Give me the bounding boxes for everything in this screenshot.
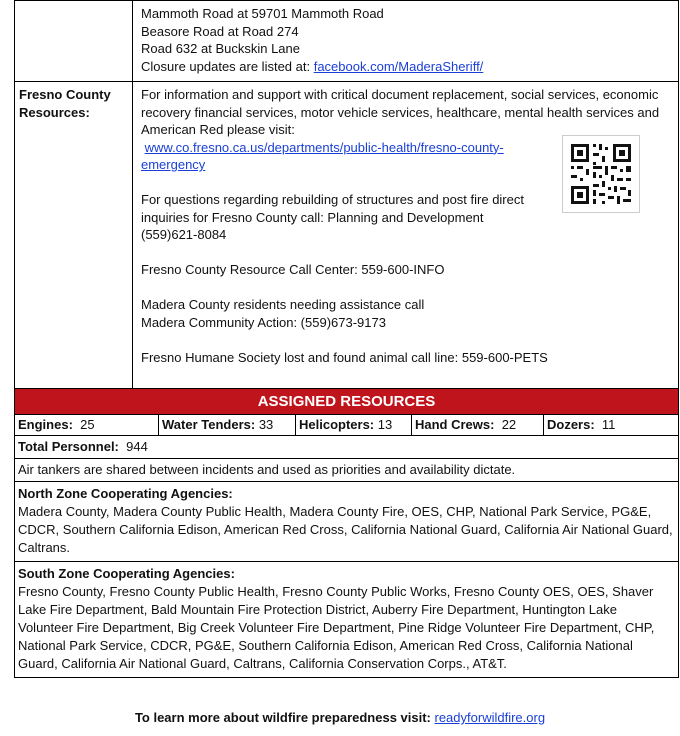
water-tenders-value: 33 — [258, 417, 274, 432]
north-zone-list: Madera County, Madera County Public Health, Madera County Fire, OES, CHP, National Park Service, PG&E, CDCR, Southern California Edison, American Red Cross, California National Guard, California Air National Guard, Caltrans. — [18, 504, 673, 555]
engines-cell — [15, 415, 159, 435]
fresno-emergency-link[interactable]: www.co.fresno.ca.us/departments/public-health/fresno-county- — [144, 139, 504, 155]
helicopters-label: Helicopters: — [299, 417, 375, 432]
total-personnel-value: 944 — [126, 439, 148, 454]
footer-prefix: To learn more about wildfire preparedness visit: — [134, 710, 435, 725]
fresno-emergency-link-cont[interactable]: emergency — [141, 157, 206, 172]
readyforwildfire-link[interactable]: readyforwildfire.org — [434, 710, 546, 725]
north-zone-title: North Zone Cooperating Agencies: — [18, 486, 233, 501]
hand-crews-value: 22 — [501, 417, 517, 432]
closure-updates-prefix: Closure updates are listed at: — [141, 58, 314, 74]
assigned-resources-header: ASSIGNED RESOURCES — [15, 389, 678, 415]
engines-label: Engines: — [18, 417, 73, 432]
helicopters-value: 13 — [377, 417, 393, 432]
dozers-value: 11 — [601, 417, 616, 432]
south-zone-title: South Zone Cooperating Agencies: — [18, 566, 235, 581]
call-center-line: Fresno County Resource Call Center: 559-600-INFO — [141, 262, 445, 277]
madera-sheriff-link[interactable]: facebook.com/MaderaSheriff/ — [313, 58, 484, 74]
north-zone-agencies — [15, 482, 678, 562]
qr-code-graphic — [563, 136, 639, 212]
footer-note — [0, 710, 680, 725]
closure-line-3: Road 632 at Buckskin Lane — [141, 41, 300, 56]
hand-crews-cell — [412, 415, 544, 435]
madera-assist-line-1: Madera County residents needing assistance call — [141, 297, 425, 312]
rebuild-line-2: inquiries for Fresno County call: Planning and Development — [141, 209, 484, 225]
road-closures-row — [15, 0, 678, 82]
fresno-resources-row — [15, 82, 678, 389]
water-tenders-label: Water Tenders: — [162, 417, 256, 432]
incident-info-table — [14, 0, 679, 678]
hand-crews-label: Hand Crews: — [415, 417, 495, 432]
rebuild-line-1: For questions regarding rebuilding of structures and post fire direct — [141, 192, 524, 207]
closure-updates — [141, 58, 674, 76]
fresno-resources-cell — [133, 82, 678, 388]
info-table-body — [14, 0, 679, 678]
south-zone-agencies — [15, 562, 678, 677]
info-text: For information and support with critical document replacement, social services, economic recovery financial services, motor vehicle services, healthcare, mental health services and American Red please visit: — [141, 87, 660, 137]
road-closures-cell — [133, 1, 678, 81]
dozers-label: Dozers: — [547, 417, 595, 432]
humane-society-line: Fresno Humane Society lost and found animal call line: 559-600-PETS — [141, 349, 548, 365]
south-zone-list: Fresno County, Fresno County Public Health, Fresno County Public Works, Fresno County OES, OES, Shaver Lake Fire Department, Bald Mountain Fire Protection District, Auberry Fire Department, Huntington Lake Volunteer Fire Department, Big Creek Volunteer Fire Department, Pine Ridge Volunteer Fire Department, CHP, National Park Service, CDCR, PG&E, Southern California Edison, American Red Cross, California National Guard, California Air National Guard, Caltrans, California Conservation Corps., AT&T. — [18, 584, 655, 671]
dozers-cell — [544, 415, 678, 435]
road-closures-label-cell — [15, 1, 133, 81]
water-tenders-cell — [159, 415, 296, 435]
total-personnel-row — [15, 436, 678, 459]
total-personnel-label: Total Personnel: — [18, 439, 119, 454]
closure-line-1: Mammoth Road at 59701 Mammoth Road — [141, 6, 384, 21]
closure-line-2: Beasore Road at Road 274 — [141, 23, 299, 39]
resource-counts-row — [15, 415, 678, 436]
helicopters-cell — [296, 415, 412, 435]
rebuild-line-3: (559)621-8084 — [141, 227, 227, 242]
fresno-resources-label: Fresno County Resources: — [15, 82, 133, 388]
madera-assist-line-2: Madera Community Action: (559)673-9173 — [141, 314, 386, 330]
qr-code-icon[interactable] — [562, 135, 640, 213]
engines-value: 25 — [80, 417, 95, 432]
air-tankers-note: Air tankers are shared between incidents and used as priorities and availability dictate. — [15, 459, 678, 482]
